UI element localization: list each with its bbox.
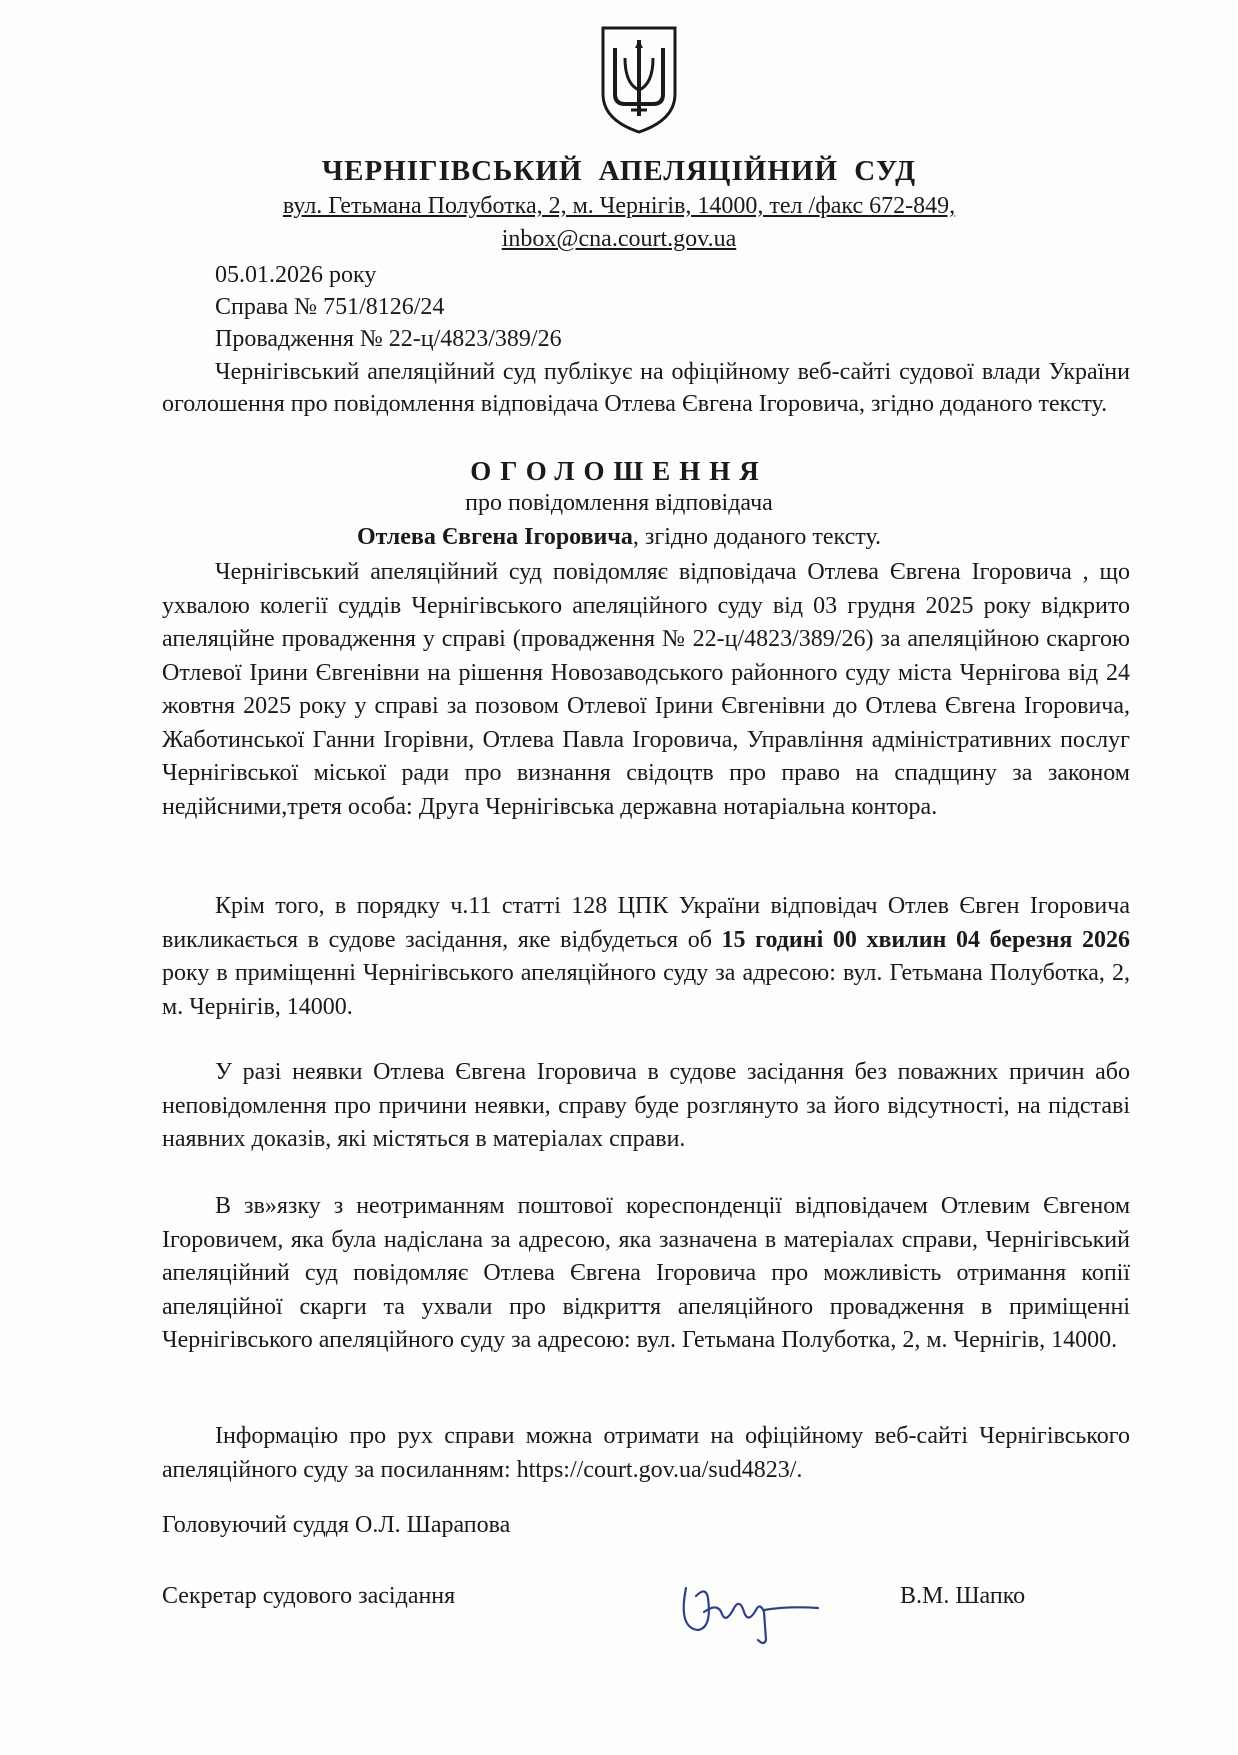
body-paragraph-4: В зв»язку з неотриманням поштової кореспонденції відповідачем Отлевим Євгеном Ігоровичем, яка була надіслана за адресою, яка зазначена в матеріалах справи, Чернігівський апеляційний суд повідомляє Отлева Євгена Ігоровича про можливість отримання копії апеляційної скарги та ухвали про відкриття апеляційного провадження в приміщенні Чернігівського апеляційного суду за адресою: вул. Гетьмана Полуботка, 2, м. Чернігів, 14000. — [162, 1193, 1130, 1353]
body-paragraph-3: У разі неявки Отлева Євгена Ігоровича в судове засідання без поважних причин або неповідомлення про причини неявки, справу буде розглянуто за його відсутності, на підставі наявних доказів, які містяться в матеріалах справи. — [162, 1059, 1130, 1152]
court-email[interactable]: inbox@cna.court.gov.ua — [501, 226, 737, 252]
intro-paragraph: Чернігівський апеляційний суд публікує на офіційному веб-сайті судової влади України оголошення про повідомлення відповідача Отлева Євгена Ігоровича, згідно доданого тексту. — [162, 359, 1130, 417]
proceeding-number: Провадження № 22-ц/4823/389/26 — [215, 326, 562, 352]
body-paragraph-5: Інформацію про рух справи можна отримати на офіційному веб-сайті Чернігівського апеляційного суду за посиланням: https://court.gov.ua/sud4823/. — [162, 1423, 1130, 1483]
hearing-datetime: 15 годині 00 хвилин 04 березня 2026 — [721, 926, 1131, 953]
trident-coat-of-arms-icon — [597, 24, 681, 136]
announcement-subtitle: про повідомлення відповідача — [465, 490, 773, 516]
defendant-name: Отлева Євгена Ігоровича — [356, 524, 633, 550]
defendant-name-suffix: , згідно доданого тексту. — [632, 524, 882, 550]
document-date: 05.01.2026 року — [215, 262, 377, 288]
paragraph-2-text-start: Крім того, в порядку ч.11 статті 128 ЦПК України відповідач Отлев Євген Ігоровича викликається в судове засідання, яке відбудеться об — [162, 893, 1130, 953]
handwritten-signature-icon — [668, 1568, 828, 1648]
secretary-label: Секретар судового засідання — [162, 1583, 456, 1609]
announcement-title: ОГОЛОШЕННЯ — [470, 456, 768, 486]
paragraph-2-text-end: року в приміщенні Чернігівського апеляційного суду за адресою: вул. Гетьмана Полуботка, 2, м. Чернігів, 14000. — [162, 960, 1130, 1020]
secretary-name: В.М. Шапко — [900, 1583, 1026, 1609]
body-paragraph-1: Чернігівський апеляційний суд повідомляє відповідача Отлева Євгена Ігоровича , що ухвалою колегії суддів Чернігівського апеляційного суду від 03 грудня 2025 року відкрито апеляційне провадження у справі (провадження № 22-ц/4823/389/26) за апеляційною скаргою Отлевої Ірини Євгенівни на рішення Новозаводського районного суду міста Чернігова від 24 жовтня 2025 року у справі за позовом Отлевої Ірини Євгенівни до Отлева Євгена Ігоровича, Жаботинської Ганни Ігорівни, Отлева Павла Ігоровича, Управління адміністративних послуг Чернігівської міської ради про визнання свідоцтв про право на спадщину за законом недійсними,третя особа: Друга Чернігівська державна нотаріальна контора. — [162, 559, 1130, 820]
presiding-judge: Головуючий суддя О.Л. Шарапова — [162, 1512, 511, 1538]
case-number: Справа № 751/8126/24 — [215, 294, 445, 320]
body-paragraph-2 — [162, 890, 1130, 1024]
announcement-defendant-line — [0, 524, 1238, 551]
court-name: ЧЕРНІГІВСЬКИЙ АПЕЛЯЦІЙНИЙ СУД — [321, 155, 917, 187]
court-address: вул. Гетьмана Полуботка, 2, м. Чернігів, 14000, тел /факс 672-849, — [282, 193, 956, 219]
